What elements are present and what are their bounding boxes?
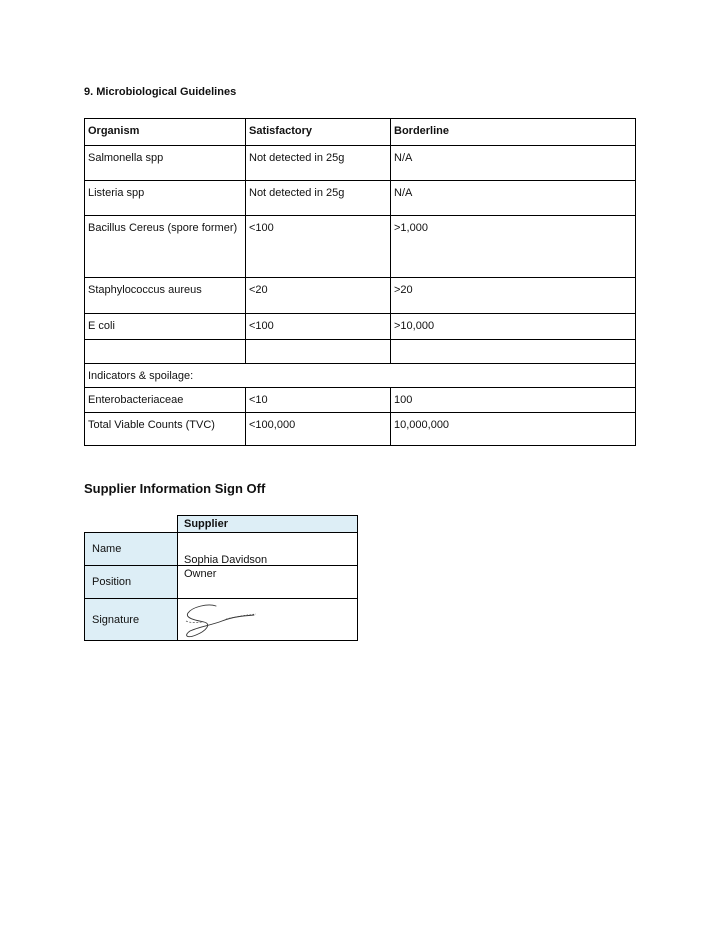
satisfactory-cell: <100: [246, 216, 391, 278]
blank-corner-cell: [85, 516, 178, 533]
table-header-row: [85, 119, 636, 146]
signoff-heading: Supplier Information Sign Off: [84, 481, 266, 496]
indicators-row: [85, 364, 636, 388]
table-row: [85, 413, 636, 446]
header-satisfactory: Satisfactory: [246, 119, 391, 146]
organism-cell: Staphylococcus aureus: [85, 278, 246, 314]
organism-cell: E coli: [85, 314, 246, 340]
borderline-cell: N/A: [391, 181, 636, 216]
position-label: Position: [85, 566, 178, 599]
borderline-cell: 100: [391, 388, 636, 413]
satisfactory-cell: <20: [246, 278, 391, 314]
borderline-cell: >10,000: [391, 314, 636, 340]
satisfactory-cell: <10: [246, 388, 391, 413]
organism-cell: Bacillus Cereus (spore former): [85, 216, 246, 278]
satisfactory-cell: Not detected in 25g: [246, 146, 391, 181]
table-row: [85, 314, 636, 340]
position-value: Owner: [178, 566, 358, 599]
microbiological-table: [84, 118, 636, 446]
satisfactory-cell: <100,000: [246, 413, 391, 446]
borderline-cell: >20: [391, 278, 636, 314]
borderline-cell: >1,000: [391, 216, 636, 278]
organism-cell: Total Viable Counts (TVC): [85, 413, 246, 446]
satisfactory-cell: [246, 340, 391, 364]
name-row: [85, 533, 358, 566]
indicators-label: Indicators & spoilage:: [85, 364, 636, 388]
satisfactory-cell: <100: [246, 314, 391, 340]
section-heading: 9. Microbiological Guidelines: [84, 86, 237, 98]
borderline-cell: N/A: [391, 146, 636, 181]
table-row: [85, 146, 636, 181]
name-label: Name: [85, 533, 178, 566]
organism-cell: Enterobacteriaceae: [85, 388, 246, 413]
table-row: [85, 216, 636, 278]
organism-cell: Listeria spp: [85, 181, 246, 216]
signoff-header-row: [85, 516, 358, 533]
table-row: [85, 388, 636, 413]
table-row: [85, 181, 636, 216]
organism-cell: [85, 340, 246, 364]
organism-cell: Salmonella spp: [85, 146, 246, 181]
header-organism: Organism: [85, 119, 246, 146]
handwritten-signature: [182, 601, 262, 641]
signoff-table: [84, 515, 358, 641]
borderline-cell: [391, 340, 636, 364]
name-value: [178, 533, 358, 566]
name-value-text: Sophia Davidson: [184, 554, 268, 566]
empty-table-row: [85, 340, 636, 364]
table-row: [85, 278, 636, 314]
position-row: [85, 566, 358, 599]
supplier-column-header: Supplier: [178, 516, 358, 533]
borderline-cell: 10,000,000: [391, 413, 636, 446]
satisfactory-cell: Not detected in 25g: [246, 181, 391, 216]
signature-cell: [178, 599, 358, 641]
signature-row: [85, 599, 358, 641]
signature-label: Signature: [85, 599, 178, 641]
header-borderline: Borderline: [391, 119, 636, 146]
